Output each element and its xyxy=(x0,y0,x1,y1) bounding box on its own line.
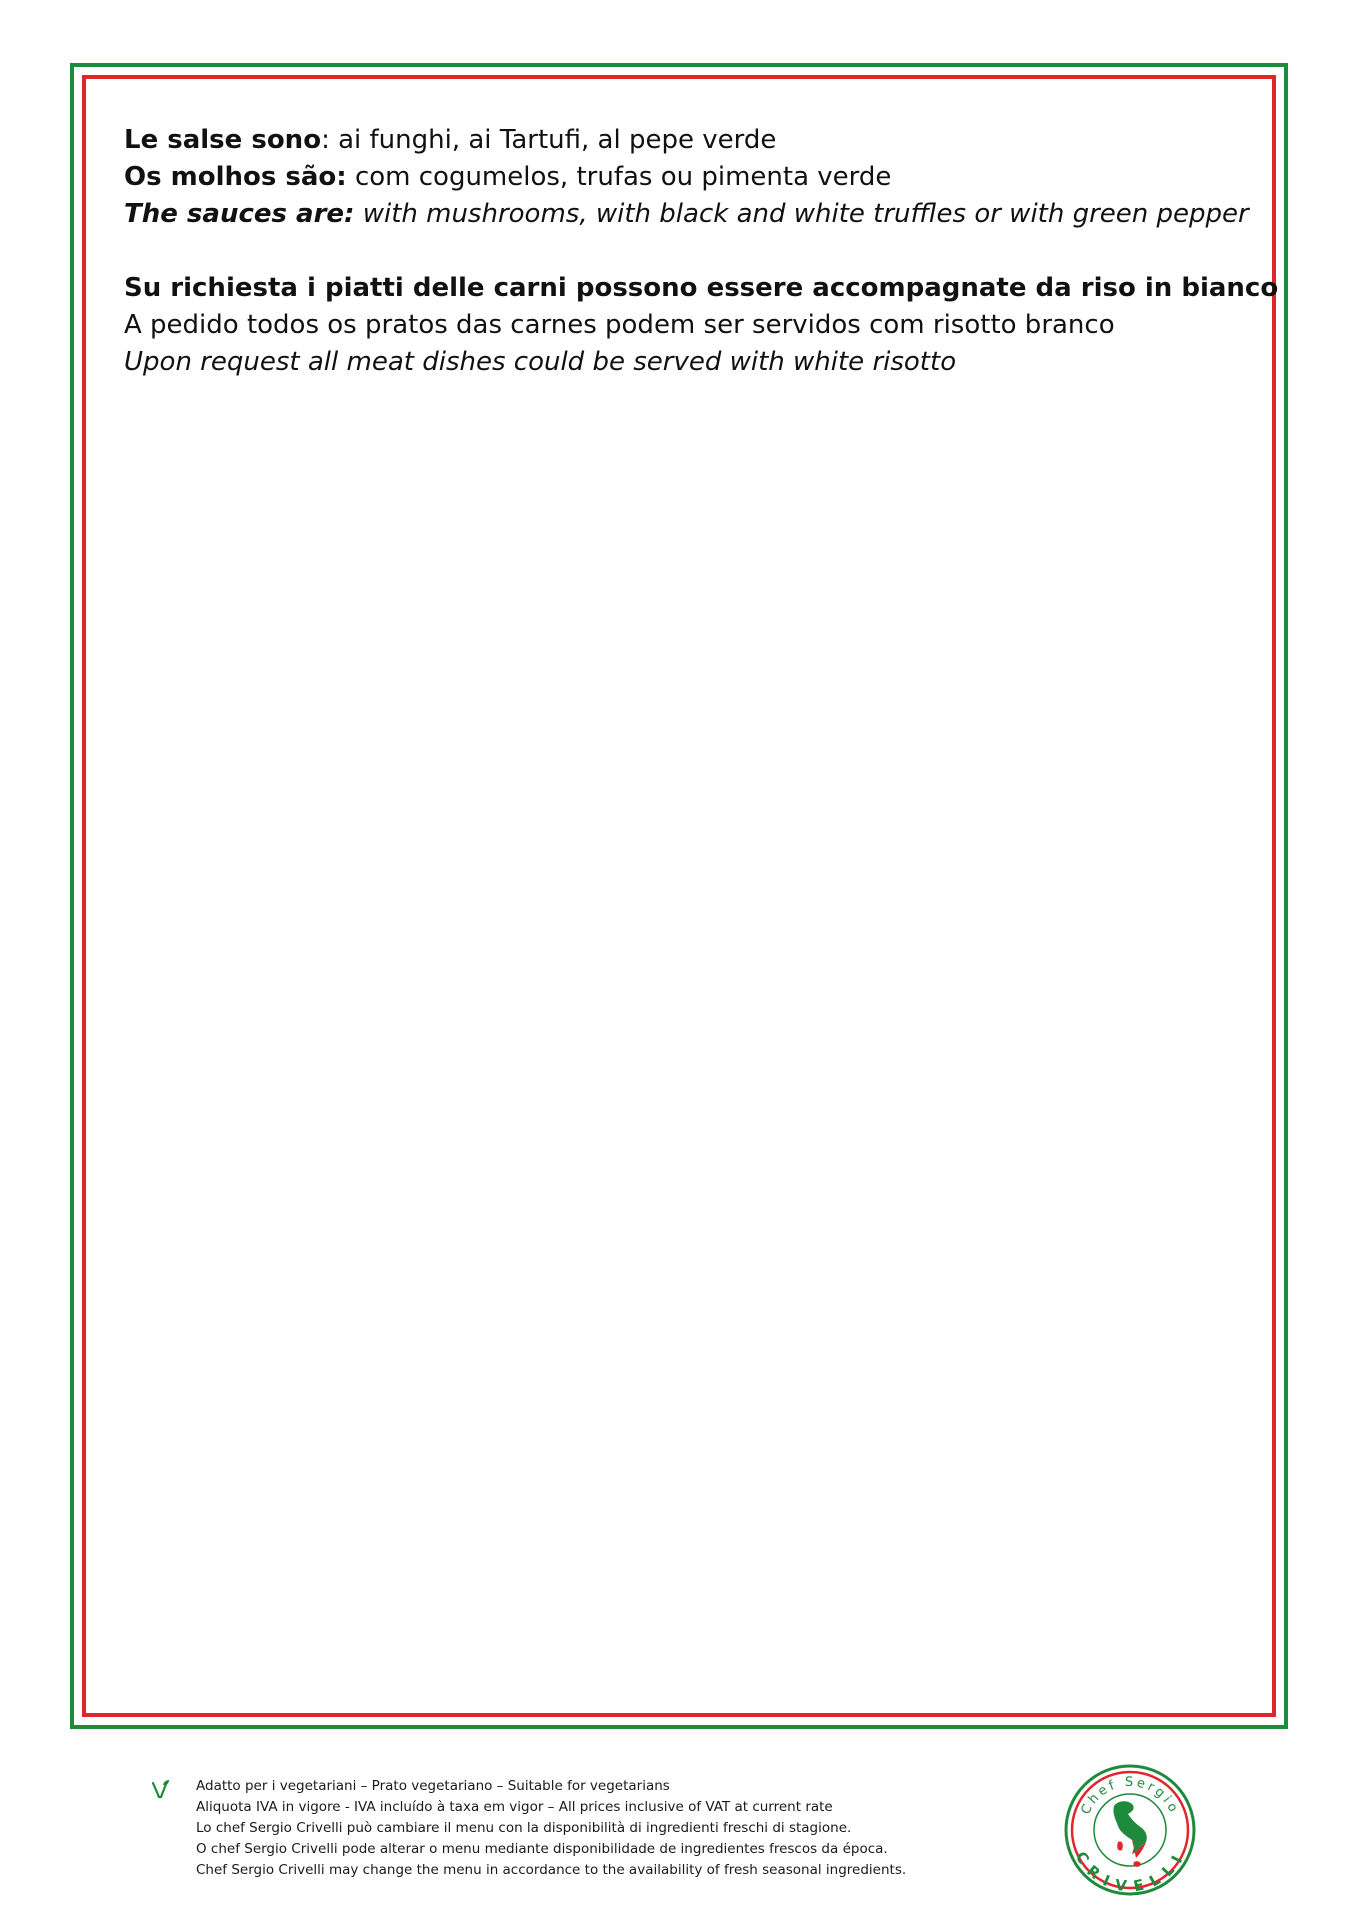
footer-menu-note-italian: Lo chef Sergio Crivelli può cambiare il menu con la disponibilità di ingredienti freschi di stagione. xyxy=(196,1820,852,1836)
menu-notes xyxy=(124,122,1279,381)
sauces-english-label: The sauces are: xyxy=(124,199,355,229)
chef-sergio-crivelli-logo xyxy=(1062,1762,1198,1898)
logo-top-text: Chef Sergio xyxy=(1078,1774,1182,1818)
footer-vat-note: Aliquota IVA in vigore - IVA incluído à taxa em vigor – All prices inclusive of VAT at current rate xyxy=(196,1799,833,1815)
spacer xyxy=(124,233,1244,270)
footer-vegetarian-note: Adatto per i vegetariani – Prato vegetariano – Suitable for vegetarians xyxy=(196,1778,670,1794)
sauces-english-text: with mushrooms, with black and white truffles or with green pepper xyxy=(354,199,1249,229)
sauces-portuguese-text: com cogumelos, trufas ou pimenta verde xyxy=(346,162,892,192)
footer-menu-note-english: Chef Sergio Crivelli may change the menu in accordance to the availability of fresh seasonal ingredients. xyxy=(196,1862,907,1878)
logo-bottom-text: CRIVELLI xyxy=(1071,1848,1189,1896)
rice-portuguese: A pedido todos os pratos das carnes podem ser servidos com risotto branco xyxy=(124,310,1115,340)
rice-italian: Su richiesta i piatti delle carni possono essere accompagnate da riso in bianco xyxy=(124,273,1279,303)
leaf-icon xyxy=(150,1778,170,1800)
sauces-italian xyxy=(124,122,1244,159)
footer-menu-note-portuguese: O chef Sergio Crivelli pode alterar o menu mediante disponibilidade de ingredientes frescos da época. xyxy=(196,1841,888,1857)
sauces-italian-label: Le salse sono xyxy=(124,125,322,155)
sauces-italian-text: : ai funghi, ai Tartufi, al pepe verde xyxy=(321,125,777,155)
sauces-english xyxy=(124,196,1249,233)
sauces-portuguese-label: Os molhos são: xyxy=(124,162,347,192)
rice-english: Upon request all meat dishes could be served with white risotto xyxy=(124,347,957,377)
sauces-portuguese xyxy=(124,159,1244,196)
